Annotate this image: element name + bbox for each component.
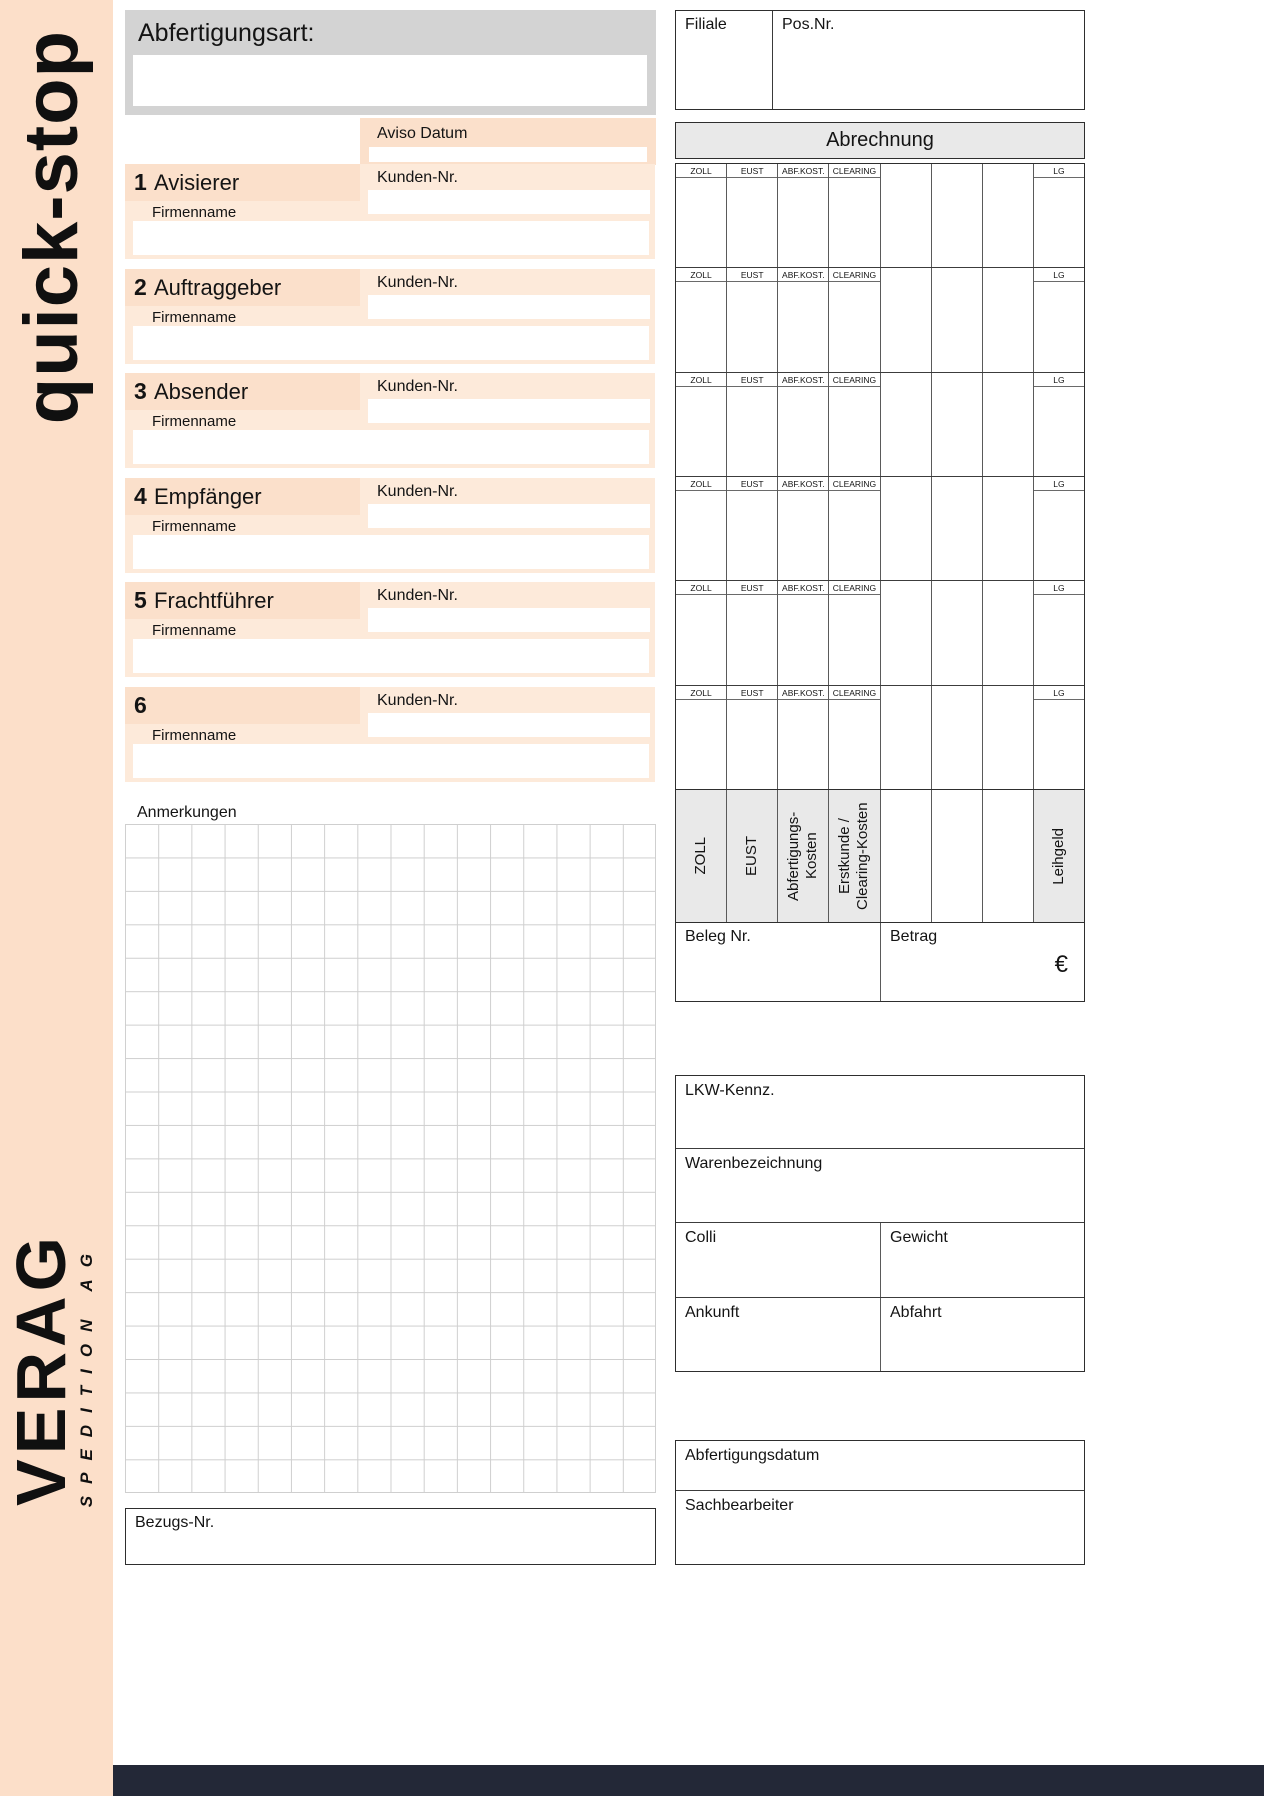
party-band	[125, 164, 360, 201]
party-number: 3	[134, 378, 147, 404]
firmenname-input[interactable]	[133, 221, 649, 255]
abrechnung-column-header: ZOLL	[676, 686, 726, 700]
abrechnung-column-header: EUST	[727, 477, 777, 491]
abrechnung-vertical-label: ZOLL	[692, 837, 710, 875]
abfertigungsdatum-field[interactable]	[676, 1441, 1084, 1491]
party-role-label: Frachtführer	[154, 588, 274, 613]
abrechnung-column-header: ZOLL	[676, 581, 726, 595]
abrechnung-column-header: CLEARING	[829, 268, 879, 282]
lkw-kennz-label: LKW-Kennz.	[685, 1082, 775, 1099]
abrechnung-row	[676, 164, 1084, 268]
abrechnung-cell[interactable]	[727, 686, 778, 789]
abrechnung-vertical-label-cell	[983, 790, 1034, 922]
abrechnung-column-header: LG	[1034, 686, 1084, 700]
abrechnung-cell[interactable]	[932, 373, 983, 476]
abfertigungsart-input[interactable]	[133, 55, 647, 106]
abrechnung-column-header: ABF.KOST.	[778, 686, 828, 700]
abrechnung-cell[interactable]	[778, 686, 829, 789]
abrechnung-column-header: LG	[1034, 268, 1084, 282]
abrechnung-vertical-label-cell	[1034, 790, 1084, 922]
abrechnung-cell[interactable]	[1034, 477, 1084, 580]
abrechnung-cell[interactable]	[881, 581, 932, 684]
firmenname-label: Firmenname	[152, 413, 237, 430]
abrechnung-column-header: EUST	[727, 373, 777, 387]
party-band	[125, 373, 360, 410]
abrechnung-cell[interactable]	[932, 686, 983, 789]
kunden-nr-input[interactable]	[368, 399, 650, 423]
abrechnung-column-header: ABF.KOST.	[778, 164, 828, 178]
sachbearbeiter-field[interactable]	[676, 1491, 1084, 1564]
party-band	[125, 269, 360, 306]
abrechnung-cell[interactable]	[829, 477, 880, 580]
company-subtitle: SPEDITION AG	[77, 1242, 96, 1508]
abrechnung-cell[interactable]	[676, 373, 727, 476]
gewicht-field[interactable]	[881, 1223, 1084, 1297]
colli-label: Colli	[685, 1229, 717, 1246]
abrechnung-column-header: EUST	[727, 268, 777, 282]
firmenname-input[interactable]	[133, 639, 649, 673]
aviso-datum-input[interactable]	[369, 147, 647, 162]
abrechnung-column-header: LG	[1034, 164, 1084, 178]
party-block-1	[125, 164, 655, 259]
colli-field[interactable]	[676, 1223, 881, 1297]
aviso-datum-section	[360, 118, 656, 165]
abrechnung-vertical-label: Leihgeld	[1049, 827, 1067, 885]
abrechnung-cell[interactable]	[676, 686, 727, 789]
abrechnung-column-header: EUST	[727, 164, 777, 178]
party-role-label: Avisierer	[154, 170, 240, 195]
lkw-kennz-field[interactable]	[676, 1076, 1084, 1149]
abrechnung-cell[interactable]	[881, 164, 932, 267]
abrechnung-cell[interactable]	[778, 373, 829, 476]
abrechnung-column-header: LG	[1034, 477, 1084, 491]
party-band	[125, 687, 360, 724]
party-number: 1	[134, 169, 147, 195]
euro-symbol: €	[1054, 951, 1068, 978]
abrechnung-cell[interactable]	[778, 268, 829, 371]
abrechnung-row	[676, 268, 1084, 372]
party-number: 2	[134, 274, 147, 300]
abrechnung-cell[interactable]	[778, 164, 829, 267]
betrag-field[interactable]	[881, 923, 1084, 1001]
abrechnung-cell[interactable]	[778, 581, 829, 684]
company-logo: VERAG	[2, 1232, 80, 1506]
abrechnung-cell[interactable]	[727, 581, 778, 684]
abrechnung-cell[interactable]	[932, 268, 983, 371]
anmerkungen-label: Anmerkungen	[137, 804, 237, 821]
gewicht-label: Gewicht	[890, 1229, 948, 1246]
party-number: 4	[134, 483, 147, 509]
abrechnung-row	[676, 686, 1084, 789]
party-number: 6	[134, 692, 147, 718]
abrechnung-column-header: ZOLL	[676, 164, 726, 178]
abrechnung-table	[675, 163, 1085, 790]
abrechnung-vertical-labels	[675, 790, 1085, 923]
abrechnung-header	[675, 122, 1085, 159]
ankunft-field[interactable]	[676, 1298, 881, 1372]
abrechnung-cell[interactable]	[676, 268, 727, 371]
posnr-label: Pos.Nr.	[782, 16, 835, 33]
kunden-nr-label: Kunden-Nr.	[377, 378, 458, 395]
abrechnung-cell[interactable]	[727, 477, 778, 580]
abrechnung-cell[interactable]	[983, 268, 1034, 371]
ankunft-label: Ankunft	[685, 1303, 740, 1321]
abrechnung-cell[interactable]	[983, 581, 1034, 684]
abrechnung-column-header: ABF.KOST.	[778, 477, 828, 491]
abrechnung-cell[interactable]	[829, 268, 880, 371]
party-number: 5	[134, 587, 147, 613]
sidebar	[0, 0, 113, 1796]
abrechnung-title: Abrechnung	[826, 129, 934, 151]
beleg-nr-label: Beleg Nr.	[685, 928, 751, 945]
party-block-4	[125, 478, 655, 573]
abfertigungsdatum-label: Abfertigungsdatum	[685, 1447, 820, 1464]
firmenname-label: Firmenname	[152, 727, 237, 744]
abrechnung-vertical-label-cell	[932, 790, 983, 922]
kunden-nr-input[interactable]	[368, 504, 650, 528]
party-role-label: Empfänger	[154, 484, 262, 509]
abrechnung-cell[interactable]	[1034, 268, 1084, 371]
warenbezeichnung-field[interactable]	[676, 1149, 1084, 1223]
abrechnung-cell[interactable]	[1034, 373, 1084, 476]
abrechnung-cell[interactable]	[881, 477, 932, 580]
party-block-5	[125, 582, 655, 677]
abrechnung-column-header: ABF.KOST.	[778, 268, 828, 282]
anmerkungen-grid[interactable]	[125, 824, 656, 1493]
abrechnung-column-header: EUST	[727, 581, 777, 595]
abrechnung-vertical-label: EUST	[743, 835, 761, 876]
firmenname-input[interactable]	[133, 535, 649, 569]
abrechnung-column-header: ZOLL	[676, 477, 726, 491]
abfertigungsart-label: Abfertigungsart:	[138, 19, 315, 47]
abrechnung-cell[interactable]	[932, 581, 983, 684]
posnr-field[interactable]	[773, 11, 1084, 109]
abrechnung-column-header: EUST	[727, 686, 777, 700]
abrechnung-column-header: ZOLL	[676, 268, 726, 282]
party-band	[125, 478, 360, 515]
kunden-nr-input[interactable]	[368, 608, 650, 632]
abrechnung-cell[interactable]	[932, 477, 983, 580]
firmenname-label: Firmenname	[152, 309, 237, 326]
party-block-2	[125, 269, 655, 364]
abrechnung-row	[676, 477, 1084, 581]
abrechnung-cell[interactable]	[829, 164, 880, 267]
bezugs-nr-label: Bezugs-Nr.	[135, 1514, 215, 1531]
abrechnung-cell[interactable]	[1034, 164, 1084, 267]
abfahrt-label: Abfahrt	[890, 1303, 942, 1321]
abrechnung-column-header: LG	[1034, 581, 1084, 595]
kunden-nr-label: Kunden-Nr.	[377, 274, 458, 291]
abrechnung-vertical-label: Abfertigungs-Kosten	[785, 811, 821, 901]
abrechnung-cell[interactable]	[727, 373, 778, 476]
abrechnung-vertical-label: Erstkunde / Clearing-Kosten	[836, 802, 872, 910]
firmenname-input[interactable]	[133, 744, 649, 778]
abrechnung-cell[interactable]	[983, 164, 1034, 267]
abfahrt-field[interactable]	[881, 1298, 1084, 1372]
firmenname-label: Firmenname	[152, 204, 237, 221]
abrechnung-column-header: CLEARING	[829, 373, 879, 387]
shipment-section	[675, 1075, 1085, 1372]
kunden-nr-label: Kunden-Nr.	[377, 587, 458, 604]
abrechnung-column-header: ABF.KOST.	[778, 581, 828, 595]
abrechnung-column-header: CLEARING	[829, 477, 879, 491]
abrechnung-column-header: CLEARING	[829, 686, 879, 700]
abrechnung-column-header: CLEARING	[829, 581, 879, 595]
abrechnung-cell[interactable]	[1034, 686, 1084, 789]
abrechnung-cell[interactable]	[727, 268, 778, 371]
beleg-betrag-section	[675, 923, 1085, 1002]
filiale-posnr-section	[675, 10, 1085, 110]
party-block-3	[125, 373, 655, 468]
abrechnung-cell[interactable]	[932, 164, 983, 267]
abrechnung-vertical-label-cell	[676, 790, 727, 922]
abrechnung-column-header: LG	[1034, 373, 1084, 387]
abrechnung-cell[interactable]	[881, 686, 932, 789]
processing-section	[675, 1440, 1085, 1565]
abrechnung-row	[676, 581, 1084, 685]
abrechnung-cell[interactable]	[983, 373, 1034, 476]
abrechnung-cell[interactable]	[778, 477, 829, 580]
brand-logo: quick-stop	[9, 30, 94, 425]
filiale-field[interactable]	[676, 11, 773, 109]
firmenname-input[interactable]	[133, 326, 649, 360]
abrechnung-vertical-label-cell	[881, 790, 932, 922]
ankunft-abfahrt-row	[676, 1298, 1084, 1372]
abrechnung-cell[interactable]	[676, 477, 727, 580]
abrechnung-cell[interactable]	[881, 373, 932, 476]
kunden-nr-label: Kunden-Nr.	[377, 483, 458, 500]
kunden-nr-input[interactable]	[368, 295, 650, 319]
colli-gewicht-row	[676, 1223, 1084, 1298]
warenbezeichnung-label: Warenbezeichnung	[685, 1155, 823, 1172]
abrechnung-cell[interactable]	[881, 268, 932, 371]
abrechnung-cell[interactable]	[1034, 581, 1084, 684]
abrechnung-cell[interactable]	[983, 477, 1034, 580]
betrag-label: Betrag	[890, 928, 938, 945]
kunden-nr-input[interactable]	[368, 190, 650, 214]
abrechnung-vertical-label-cell	[778, 790, 829, 922]
party-role-label: Absender	[154, 379, 249, 404]
kunden-nr-input[interactable]	[368, 713, 650, 737]
firmenname-label: Firmenname	[152, 622, 237, 639]
sachbearbeiter-label: Sachbearbeiter	[685, 1497, 794, 1514]
beleg-nr-field[interactable]	[676, 923, 881, 1001]
bezugs-nr-field[interactable]	[125, 1508, 656, 1565]
abrechnung-cell[interactable]	[727, 164, 778, 267]
abrechnung-vertical-label-cell	[829, 790, 880, 922]
filiale-label: Filiale	[685, 16, 727, 33]
abfertigungsart-section	[125, 10, 656, 115]
firmenname-label: Firmenname	[152, 518, 237, 535]
kunden-nr-label: Kunden-Nr.	[377, 692, 458, 709]
abrechnung-cell[interactable]	[676, 581, 727, 684]
abrechnung-cell[interactable]	[983, 686, 1034, 789]
abrechnung-cell[interactable]	[829, 373, 880, 476]
party-band	[125, 582, 360, 619]
aviso-datum-label: Aviso Datum	[377, 125, 468, 142]
party-block-6	[125, 687, 655, 782]
abrechnung-cell[interactable]	[829, 581, 880, 684]
firmenname-input[interactable]	[133, 430, 649, 464]
abrechnung-cell[interactable]	[676, 164, 727, 267]
abrechnung-column-header: CLEARING	[829, 164, 879, 178]
abrechnung-cell[interactable]	[829, 686, 880, 789]
party-role-label: Auftraggeber	[154, 275, 282, 300]
footer-bar	[113, 1765, 1264, 1796]
abrechnung-column-header: ABF.KOST.	[778, 373, 828, 387]
abrechnung-column-header: ZOLL	[676, 373, 726, 387]
kunden-nr-label: Kunden-Nr.	[377, 169, 458, 186]
abrechnung-row	[676, 373, 1084, 477]
abrechnung-vertical-label-cell	[727, 790, 778, 922]
